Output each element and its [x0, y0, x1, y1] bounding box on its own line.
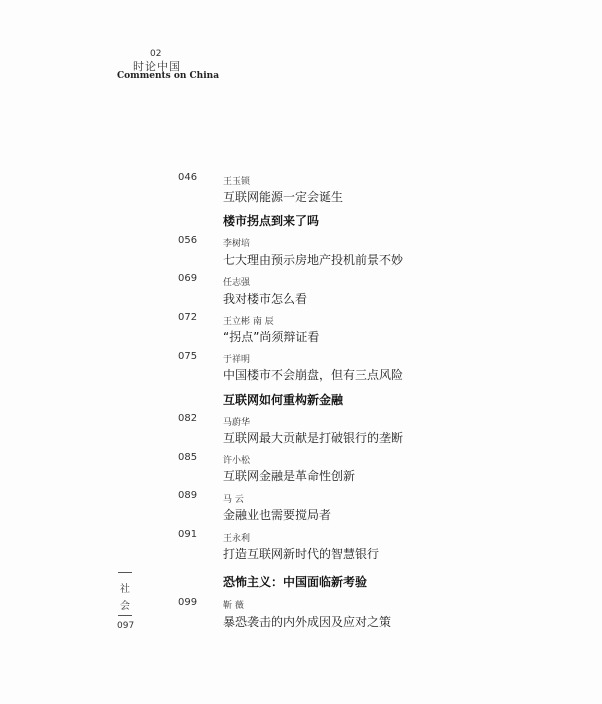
side-section-char: 会	[120, 601, 130, 612]
entry-page-number: 089	[178, 490, 198, 501]
chapter-title-en: Comments on China	[117, 71, 220, 81]
toc-section-heading: 恐怖主义：中国面临新考验	[223, 575, 368, 589]
entry-title: 中国楼市不会崩盘，但有三点风险	[223, 368, 404, 382]
entry-author: 许小松	[223, 456, 251, 466]
entry-title: 金融业也需要搅局者	[223, 508, 332, 522]
entry-title: 暴恐袭击的内外成因及应对之策	[223, 615, 392, 629]
entry-page-number: 099	[178, 597, 198, 608]
entry-author: 马蔚华	[223, 418, 251, 428]
side-section-char: 社	[120, 584, 130, 595]
entry-author: 任志强	[223, 278, 251, 288]
entry-page-number: 046	[178, 172, 198, 183]
entry-title: 七大理由预示房地产投机前景不妙	[223, 253, 404, 267]
toc-section-heading: 楼市拐点到来了吗	[223, 214, 320, 228]
entry-title: 互联网能源一定会诞生	[223, 190, 344, 204]
entry-author: 李树培	[223, 239, 251, 249]
entry-page-number: 072	[178, 312, 198, 323]
entry-page-number: 091	[178, 529, 198, 540]
entry-title: 互联网最大贡献是打破银行的垄断	[223, 431, 404, 445]
entry-author: 王立彬 南 辰	[223, 317, 274, 327]
chapter-number: 02	[150, 49, 162, 59]
entry-author: 马 云	[223, 495, 244, 505]
entry-author: 王玉锁	[223, 177, 251, 187]
entry-title: “拐点”尚须辩证看	[223, 330, 320, 344]
entry-title: 打造互联网新时代的智慧银行	[223, 547, 380, 561]
toc-section-heading: 互联网如何重构新金融	[223, 393, 344, 407]
chapter-title-cn: 时论中国	[133, 60, 181, 73]
entry-author: 于祥明	[223, 355, 251, 365]
entry-page-number: 082	[178, 413, 198, 424]
entry-page-number: 056	[178, 235, 198, 246]
side-divider-bottom	[118, 615, 132, 616]
side-divider-top	[118, 572, 132, 573]
entry-page-number: 069	[178, 273, 198, 284]
side-section-page: 097	[117, 621, 135, 631]
entry-page-number: 075	[178, 351, 198, 362]
entry-title: 我对楼市怎么看	[223, 292, 308, 306]
entry-title: 互联网金融是革命性创新	[223, 469, 356, 483]
entry-author: 王永利	[223, 534, 251, 544]
entry-author: 靳 薇	[223, 601, 244, 611]
entry-page-number: 085	[178, 452, 198, 463]
